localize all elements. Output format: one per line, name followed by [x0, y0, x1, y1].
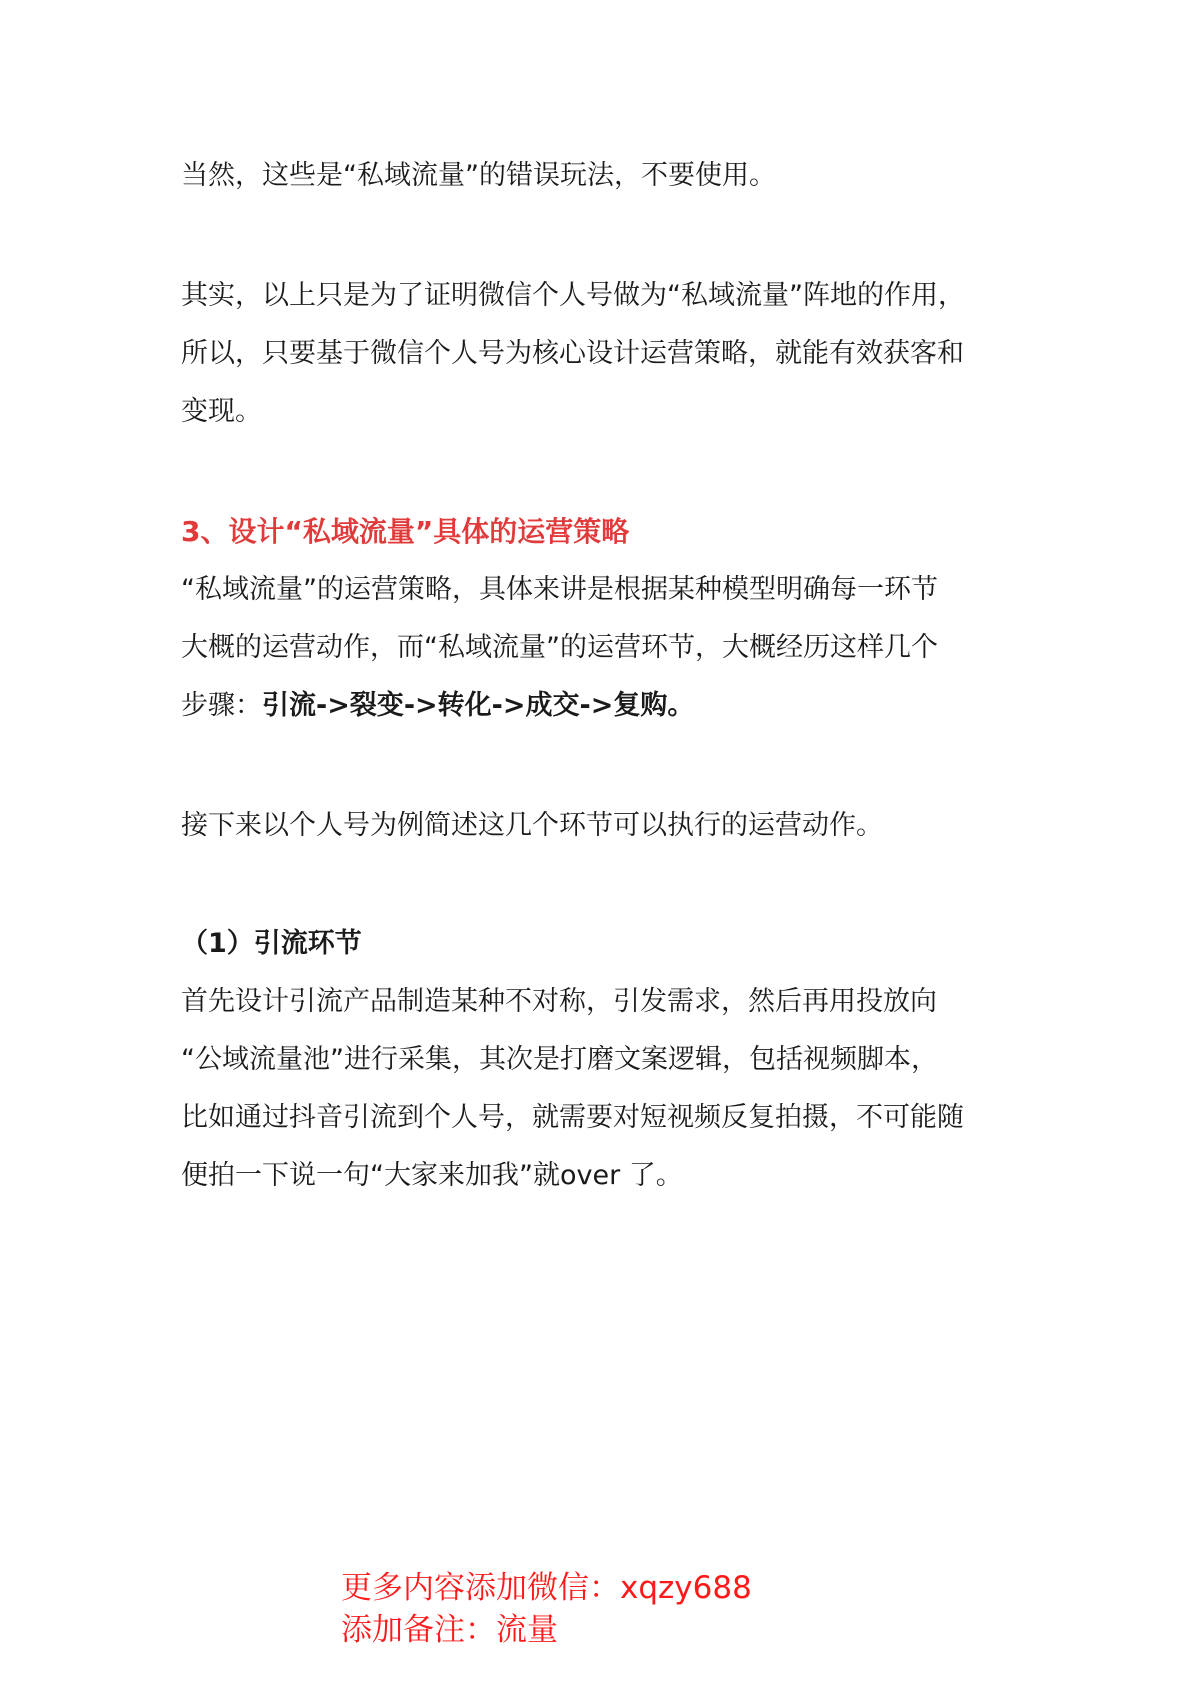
section-3-line-3: [181, 686, 694, 726]
promo-line-2: 添加备注：流量: [341, 1612, 558, 1648]
steps-prefix: 步骤：: [181, 690, 262, 721]
promo-line-1: 更多内容添加微信：xqzy688: [341, 1570, 752, 1606]
paragraph-1-line-1: 当然，这些是“私域流量”的错误玩法，不要使用。: [181, 160, 776, 191]
subsection-1-line-3: 比如通过抖音引流到个人号，就需要对短视频反复拍摄，不可能随: [181, 1102, 964, 1133]
section-3-heading: 3、设计“私域流量”具体的运营策略: [181, 515, 630, 548]
subsection-1-heading: （1）引流环节: [181, 928, 362, 959]
subsection-1-line-4: 便拍一下说一句“大家来加我”就over 了。: [181, 1160, 683, 1191]
subsection-1-line-2: “公域流量池”进行采集，其次是打磨文案逻辑，包括视频脚本，: [181, 1044, 938, 1075]
steps-sequence: 引流->裂变->转化->成交->复购。: [262, 690, 695, 721]
paragraph-2-line-3: 变现。: [181, 396, 262, 427]
section-3-line-2: 大概的运营动作，而“私域流量”的运营环节，大概经历这样几个: [181, 632, 938, 663]
subsection-1-line-1: 首先设计引流产品制造某种不对称，引发需求，然后再用投放向: [181, 986, 937, 1017]
paragraph-4-line-1: 接下来以个人号为例简述这几个环节可以执行的运营动作。: [181, 810, 883, 841]
paragraph-2-line-2: 所以，只要基于微信个人号为核心设计运营策略，就能有效获客和: [181, 338, 964, 369]
section-3-line-1: “私域流量”的运营策略，具体来讲是根据某种模型明确每一环节: [181, 574, 938, 605]
paragraph-2-line-1: 其实，以上只是为了证明微信个人号做为“私域流量”阵地的作用，: [181, 280, 965, 311]
